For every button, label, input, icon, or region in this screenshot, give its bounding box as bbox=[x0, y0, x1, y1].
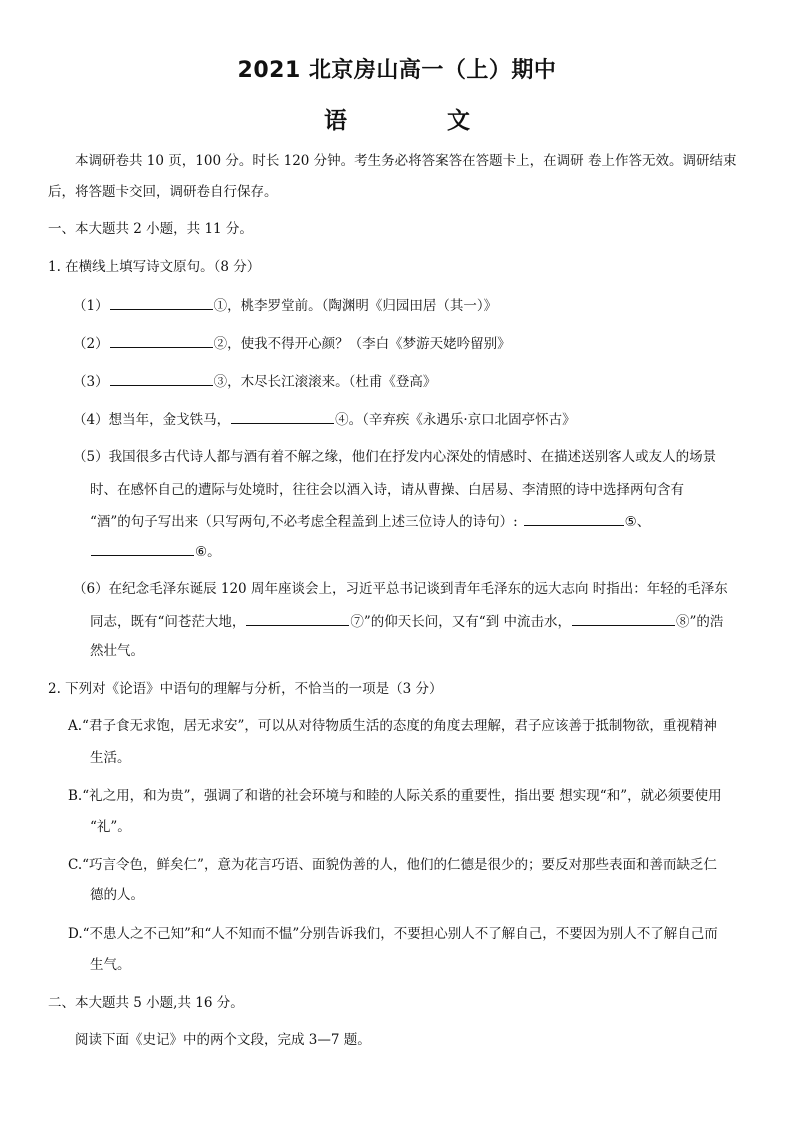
q2-option-d-line-1: D.“不患人之不己知”和“人不知而不愠”分别告诉我们，不要担心别人不了解自己，不要因为别人不了解自己而 bbox=[68, 926, 718, 942]
blank-mark: ② bbox=[213, 336, 228, 352]
item-text: （4）想当年，金戈铁马， bbox=[73, 412, 231, 428]
q1-item-2 bbox=[73, 334, 511, 353]
question-2-stem: 2. 下列对《论语》中语句的理解与分析，不恰当的一项是（3 分） bbox=[48, 681, 443, 697]
answer-blank-6[interactable] bbox=[91, 542, 194, 556]
subject-title: 语 文 bbox=[323, 108, 516, 134]
q2-option-a-line-2: 生活。 bbox=[90, 750, 131, 766]
q1-item-5-line-1: （5）我国很多古代诗人都与酒有着不解之缘，他们在抒发内心深处的情感时、在描述送别客人或友人的场景 bbox=[73, 449, 717, 465]
q1-item-4 bbox=[73, 410, 576, 429]
q2-option-b-line-2: “礼”。 bbox=[90, 819, 131, 835]
item-text: ，木尽长江滚滚来。（杜甫《登高》 bbox=[227, 374, 437, 390]
item-number: （3） bbox=[73, 374, 109, 390]
blank-mark: ⑥ bbox=[195, 544, 208, 560]
punctuation: 。 bbox=[207, 544, 221, 560]
answer-blank-8[interactable] bbox=[572, 612, 675, 626]
q1-item-5-line-3 bbox=[90, 512, 650, 531]
q2-option-a-line-1: A.“君子食无求饱，居无求安”，可以从对待物质生活的态度的角度去理解，君子应该善于抵制物欲，重视精神 bbox=[68, 718, 717, 734]
item-text: ，桃李罗堂前。（陶渊明《归园田居（其一）》 bbox=[227, 298, 498, 314]
answer-blank-2[interactable] bbox=[110, 334, 213, 348]
q1-item-6-line-2 bbox=[90, 612, 723, 631]
q1-item-1 bbox=[73, 296, 497, 315]
q1-item-5-line-2: 时、在感怀自己的遭际与处境时，往往会以酒入诗，请从曹操、白居易、李清照的诗中选择两句含有 bbox=[90, 482, 684, 498]
answer-blank-7[interactable] bbox=[246, 612, 349, 626]
item-text: ”的仰天长问，又有“到 中流击水， bbox=[363, 614, 572, 630]
answer-blank-5[interactable] bbox=[524, 512, 624, 526]
item-text: “酒”的句子写出来（只写两句,不必考虑全程盖到上述三位诗人的诗句）: bbox=[90, 514, 518, 530]
item-text: ”的浩 bbox=[689, 614, 724, 630]
item-text: 。（辛弃疾《永遇乐·京口北固亭怀古》 bbox=[348, 412, 576, 428]
q1-item-6-line-1: （6）在纪念毛泽东诞辰 120 周年座谈会上，习近平总书记谈到青年毛泽东的远大志向 时指出：年轻的毛泽东 bbox=[73, 581, 728, 597]
q2-option-c-line-1: C.“巧言令色，鲜矣仁”，意为花言巧语、面貌伪善的人，他们的仁德是很少的；要反对那些表面和善而缺乏仁 bbox=[68, 857, 717, 873]
blank-mark: ⑦ bbox=[350, 614, 364, 630]
answer-blank-4[interactable] bbox=[231, 410, 334, 424]
blank-mark: ⑤ bbox=[624, 514, 637, 530]
section-2-intro: 阅读下面《史记》中的两个文段，完成 3—7 题。 bbox=[75, 1032, 371, 1048]
blank-mark: ④ bbox=[335, 412, 349, 428]
item-text: ，使我不得开心颜？（李白《梦游天姥吟留别》 bbox=[227, 336, 511, 352]
blank-mark: ① bbox=[213, 298, 228, 314]
item-number: （2） bbox=[73, 336, 109, 352]
answer-blank-3[interactable] bbox=[110, 372, 213, 386]
section-2-heading: 二、本大题共 5 小题,共 16 分。 bbox=[48, 995, 244, 1011]
intro-line-2: 后，将答题卡交回，调研卷自行保存。 bbox=[48, 184, 278, 200]
punctuation: 、 bbox=[636, 514, 651, 530]
item-text: 同志，既有“问苍茫大地， bbox=[90, 614, 246, 630]
item-number: （1） bbox=[73, 298, 109, 314]
q1-item-3 bbox=[73, 372, 436, 391]
answer-blank-1[interactable] bbox=[110, 296, 213, 310]
blank-mark: ⑧ bbox=[676, 614, 690, 630]
q1-item-5-line-4 bbox=[90, 542, 221, 561]
q1-item-6-line-3: 然壮气。 bbox=[90, 643, 144, 659]
section-1-heading: 一、本大题共 2 小题，共 11 分。 bbox=[48, 221, 253, 237]
q2-option-d-line-2: 生气。 bbox=[90, 957, 131, 973]
page-title: 2021 北京房山高一（上）期中 bbox=[237, 58, 557, 83]
intro-line-1: 本调研卷共 10 页，100 分。时长 120 分钟。考生务必将答案答在答题卡上，在调研 卷上作答无效。调研结束 bbox=[75, 153, 737, 169]
q2-option-b-line-1: B.“礼之用，和为贵”，强调了和谐的社会环境与和睦的人际关系的重要性，指出要 想实现“和”，就必须要使用 bbox=[68, 788, 722, 804]
question-1-stem: 1. 在横线上填写诗文原句。（8 分） bbox=[48, 259, 261, 275]
blank-mark: ③ bbox=[213, 374, 228, 390]
q2-option-c-line-2: 德的人。 bbox=[90, 887, 144, 903]
